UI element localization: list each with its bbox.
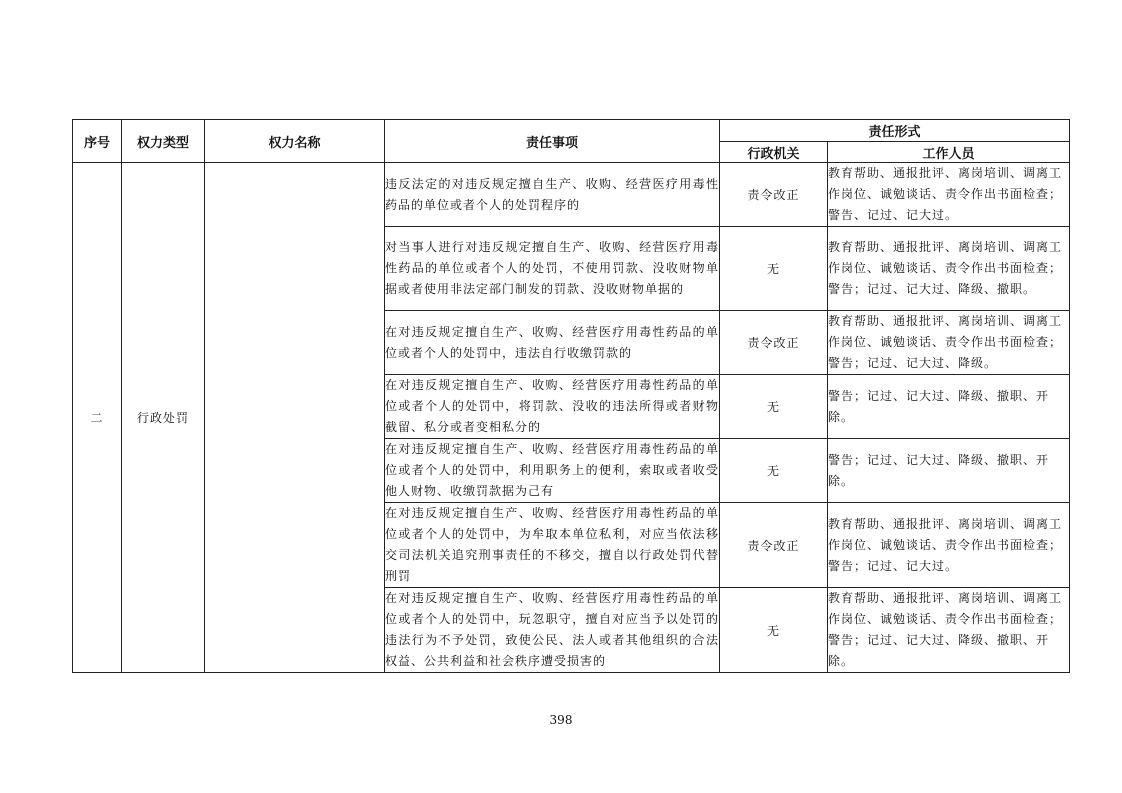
org-cell: 责令改正 xyxy=(720,163,828,227)
org-cell: 无 xyxy=(720,588,828,673)
matter-cell: 对当事人进行对违反规定擅自生产、收购、经营医疗用毒性药品的单位或者个人的处罚，不使用罚款、没收财物单据或者使用非法定部门制发的罚款、没收财物单据的 xyxy=(385,227,720,311)
staff-cell: 教育帮助、通报批评、离岗培训、调离工作岗位、诚勉谈话、责令作出书面检查；警告；记过、记大过、降级。 xyxy=(828,311,1070,375)
staff-cell: 警告；记过、记大过、降级、撤职、开除。 xyxy=(828,439,1070,503)
header-admin-org: 行政机关 xyxy=(720,142,828,163)
matter-cell: 在对违反规定擅自生产、收购、经营医疗用毒性药品的单位或者个人的处罚中，违法自行收缴罚款的 xyxy=(385,311,720,375)
table-row xyxy=(73,163,1070,227)
page-number: 398 xyxy=(549,713,573,727)
staff-cell: 教育帮助、通报批评、离岗培训、调离工作岗位、诚勉谈话、责令作出书面检查；警告；记过、记大过。 xyxy=(828,503,1070,588)
matter-cell: 违反法定的对违反规定擅自生产、收购、经营医疗用毒性药品的单位或者个人的处罚程序的 xyxy=(385,163,720,227)
org-cell: 无 xyxy=(720,375,828,439)
responsibility-table xyxy=(72,119,1070,673)
header-row-1 xyxy=(73,120,1070,142)
org-cell: 无 xyxy=(720,439,828,503)
group-power-name xyxy=(205,163,385,673)
staff-cell: 教育帮助、通报批评、离岗培训、调离工作岗位、诚勉谈话、责令作出书面检查；警告；记过、记大过、降级、撤职。 xyxy=(828,227,1070,311)
org-cell: 无 xyxy=(720,227,828,311)
header-forms: 责任形式 xyxy=(720,120,1070,142)
group-power-type: 行政处罚 xyxy=(122,163,205,673)
staff-cell: 教育帮助、通报批评、离岗培训、调离工作岗位、诚勉谈话、责令作出书面检查；警告；记过、记大过、降级、撤职、开除。 xyxy=(828,588,1070,673)
group-seq: 二 xyxy=(73,163,122,673)
org-cell: 责令改正 xyxy=(720,311,828,375)
matter-cell: 在对违反规定擅自生产、收购、经营医疗用毒性药品的单位或者个人的处罚中，玩忽职守，擅自对应当予以处罚的违法行为不予处罚，致使公民、法人或者其他组织的合法权益、公共利益和社会秩序遭受损害的 xyxy=(385,588,720,673)
header-power-name: 权力名称 xyxy=(205,120,385,163)
header-seq: 序号 xyxy=(73,120,122,163)
matter-cell: 在对违反规定擅自生产、收购、经营医疗用毒性药品的单位或者个人的处罚中，将罚款、没收的违法所得或者财物截留、私分或者变相私分的 xyxy=(385,375,720,439)
matter-cell: 在对违反规定擅自生产、收购、经营医疗用毒性药品的单位或者个人的处罚中，利用职务上的便利，索取或者收受他人财物、收缴罚款据为己有 xyxy=(385,439,720,503)
staff-cell: 警告；记过、记大过、降级、撤职、开除。 xyxy=(828,375,1070,439)
matter-cell: 在对违反规定擅自生产、收购、经营医疗用毒性药品的单位或者个人的处罚中，为牟取本单位私利，对应当依法移交司法机关追究刑事责任的不移交，擅自以行政处罚代替刑罚 xyxy=(385,503,720,588)
header-matters: 责任事项 xyxy=(385,120,720,163)
org-cell: 责令改正 xyxy=(720,503,828,588)
header-power-type: 权力类型 xyxy=(122,120,205,163)
header-staff: 工作人员 xyxy=(828,142,1070,163)
staff-cell: 教育帮助、通报批评、离岗培训、调离工作岗位、诚勉谈话、责令作出书面检查；警告、记过、记大过。 xyxy=(828,163,1070,227)
